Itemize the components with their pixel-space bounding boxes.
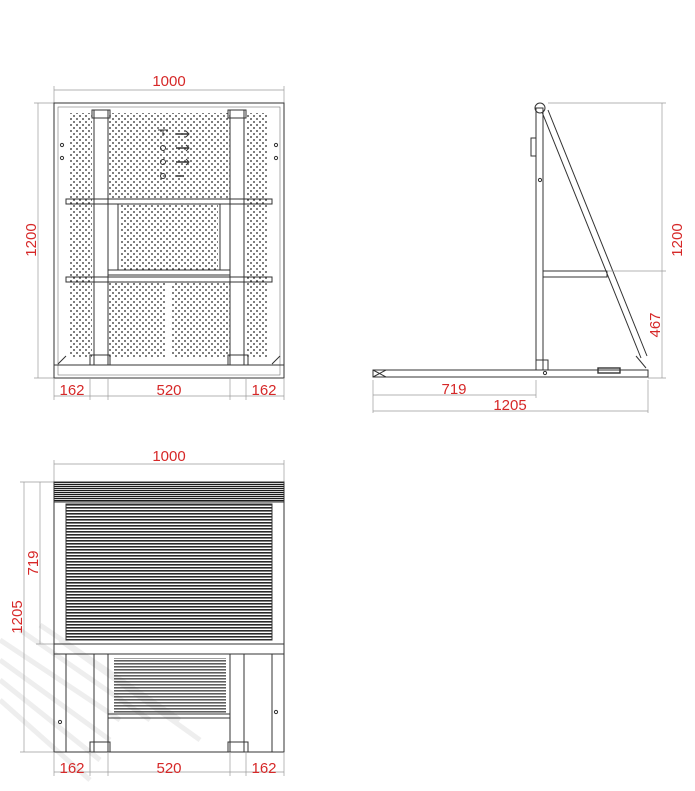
top-width-dimension [54, 448, 284, 482]
top-inner-label: 719 [25, 550, 42, 576]
front-lower-left-panel [108, 282, 166, 358]
front-left-post [94, 110, 108, 365]
front-view [23, 73, 284, 400]
top-bottom-left-label: 162 [59, 760, 85, 777]
top-lower-slats [114, 658, 226, 714]
top-view [0, 448, 284, 780]
side-base-inner-label: 719 [441, 381, 467, 398]
front-lower-right-panel [172, 282, 230, 358]
top-bottom-right-label: 162 [251, 760, 277, 777]
side-diagonal-brace [542, 110, 647, 358]
side-height-dimension [548, 103, 686, 378]
front-bottom-center-label: 520 [156, 382, 182, 399]
top-total-label: 1205 [9, 600, 26, 634]
top-header-band [54, 482, 284, 502]
top-bottom-dimensions [54, 752, 284, 777]
front-middle-panel [120, 204, 218, 270]
front-right-panel [246, 113, 268, 358]
side-view [373, 103, 686, 414]
top-slatted-deck [66, 504, 272, 640]
front-height-label: 1200 [23, 223, 40, 257]
top-crossbar [54, 644, 284, 654]
front-height-dimension [23, 103, 54, 378]
front-base [54, 365, 284, 378]
side-brace-dimension [607, 271, 666, 338]
top-bottom-center-label: 520 [156, 760, 182, 777]
front-right-post [230, 110, 244, 365]
front-bottom-dimensions [54, 378, 284, 400]
front-top-panel [108, 113, 230, 199]
side-horizontal-brace [543, 271, 607, 277]
front-width-label: 1000 [152, 73, 186, 90]
side-height-label: 1200 [669, 223, 686, 257]
front-crossbar [108, 270, 230, 275]
front-width-dimension [54, 73, 284, 110]
side-base-dimensions [373, 380, 648, 414]
top-width-label: 1000 [152, 448, 186, 465]
side-brace-label: 467 [647, 312, 664, 338]
front-bottom-left-label: 162 [59, 382, 85, 399]
side-vertical-post [536, 108, 543, 370]
front-left-panel [70, 113, 92, 358]
side-base-total-label: 1205 [493, 397, 527, 414]
front-bottom-right-label: 162 [251, 382, 277, 399]
